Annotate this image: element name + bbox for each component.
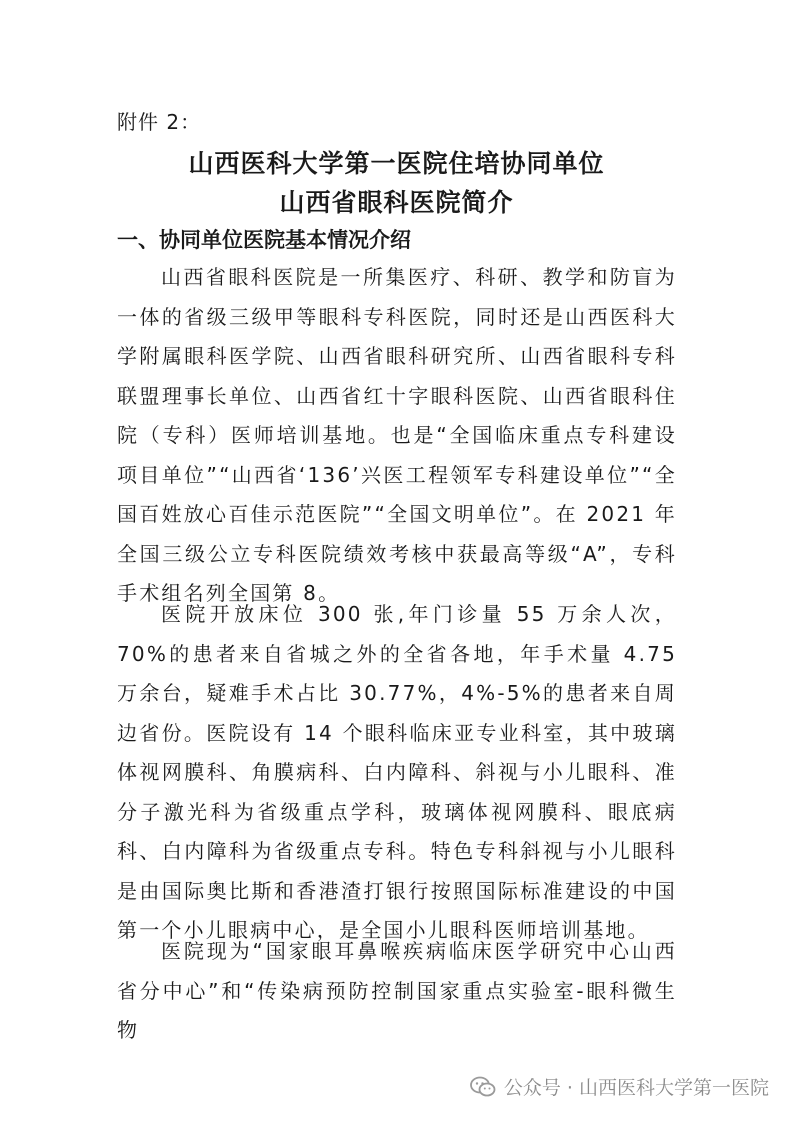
section-heading: 一、协同单位医院基本情况介绍 — [117, 228, 411, 252]
attachment-label: 附件 2： — [117, 110, 202, 134]
document-title-line-2: 山西省眼科医院简介 — [279, 188, 514, 217]
wechat-icon — [470, 1076, 496, 1098]
paragraph-2: 医院开放床位 300 张,年门诊量 55 万余人次，70%的患者来自省城之外的全省各地，年手术量 4.75 万余台，疑难手术占比 30.77%，4%-5%的患者来自周边省份。医院设有 14 个眼科临床亚专业科室，其中玻璃体视网膜科、角膜病科、白内障科、斜视与小儿眼科、准分子激光科为省级重点学科，玻璃体视网膜科、眼底病科、白内障科为省级重点专科。特色专科斜视与小儿眼科是由国际奥比斯和香港渣打银行按照国际标准建设的中国第一个小儿眼病中心，是全国小儿眼科医师培训基地。 — [117, 602, 677, 942]
paragraph-1: 山西省眼科医院是一所集医疗、科研、教学和防盲为一体的省级三级甲等眼科专科医院，同时还是山西医科大学附属眼科医学院、山西省眼科研究所、山西省眼科专科联盟理事长单位、山西省红十字眼科医院、山西省眼科住院（专科）医师培训基地。也是“全国临床重点专科建设项目单位”“山西省‘136’兴医工程领军专科建设单位”“全国百姓放心百佳示范医院”“全国文明单位”。在 2021 年全国三级公立专科医院绩效考核中获最高等级“A”，专科手术组名列全国第 8。 — [117, 265, 677, 605]
wechat-watermark — [470, 1073, 769, 1100]
paragraph-3: 医院现为“国家眼耳鼻喉疾病临床医学研究中心山西省分中心”和“传染病预防控制国家重点实验室-眼科微生物 — [117, 939, 677, 1042]
document-title-line-1: 山西医科大学第一医院住培协同单位 — [188, 149, 605, 178]
watermark-text: 公众号 · 山西医科大学第一医院 — [503, 1077, 769, 1099]
